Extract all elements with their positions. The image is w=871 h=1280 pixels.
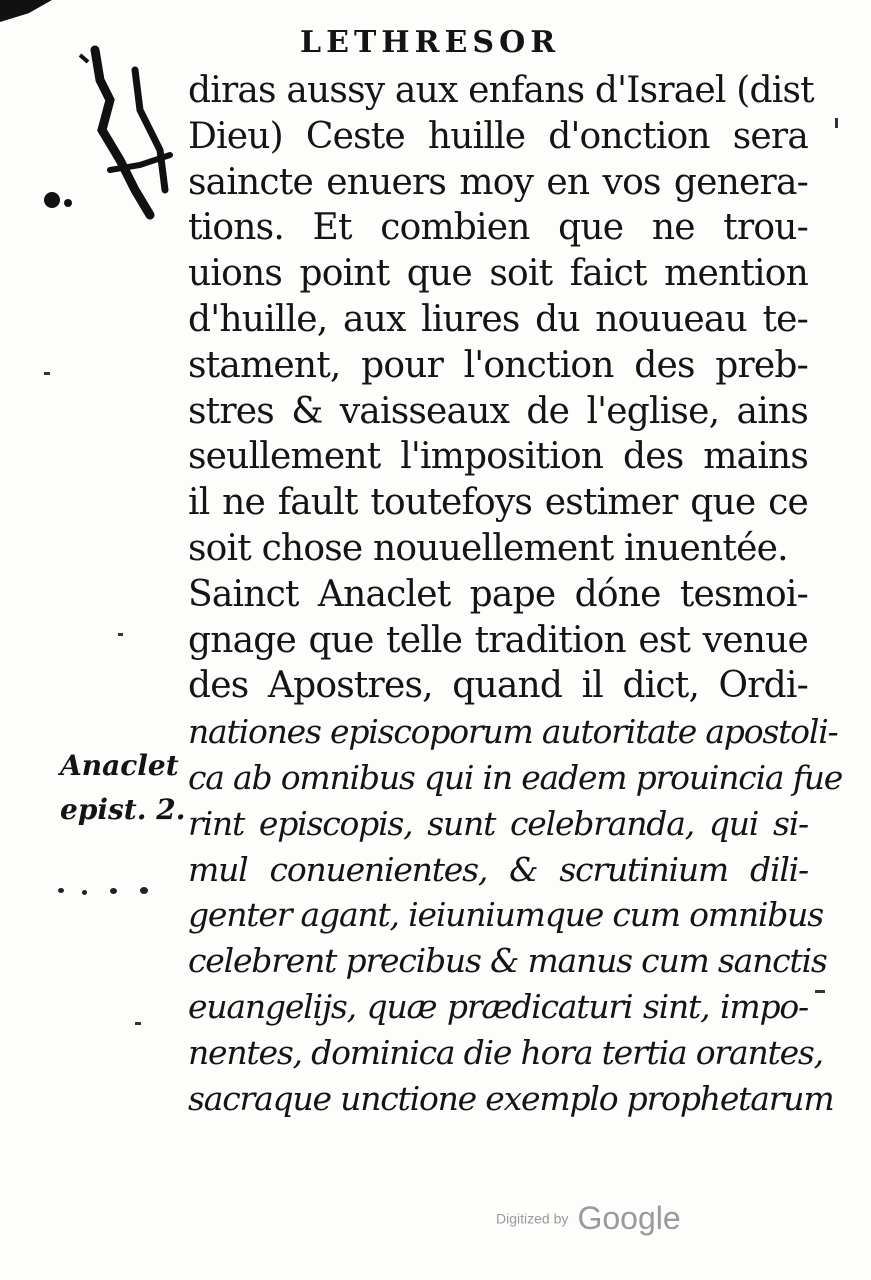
text-line: gnage que telle tradition est venue bbox=[188, 619, 808, 661]
corner-ink-blot bbox=[0, 0, 52, 22]
text-line: rint episcopis, sunt celebranda, qui si- bbox=[188, 803, 808, 843]
text-line: saincte enuers moy en vos genera- bbox=[188, 161, 808, 203]
watermark-google-text: Google bbox=[577, 1200, 681, 1236]
text-line: stament, pour l'onction des preb- bbox=[188, 344, 808, 386]
ink-speck bbox=[135, 1022, 141, 1025]
text-line: seullement l'imposition des mains bbox=[188, 436, 808, 478]
body-text bbox=[188, 68, 843, 1121]
ink-speck bbox=[118, 633, 123, 636]
marginal-note-line: epist. 2. bbox=[60, 793, 186, 826]
text-line: sacraque unctione exemplo prophetarum bbox=[188, 1078, 834, 1118]
text-line: Dieu) Ceste huille d'onction sera bbox=[188, 115, 808, 157]
ink-speck bbox=[835, 118, 838, 128]
ink-speck bbox=[140, 887, 148, 894]
text-line: tions. Et combien que ne trou- bbox=[188, 207, 808, 249]
text-line: nentes, dominica die hora tertia orantes, bbox=[188, 1032, 823, 1072]
watermark-digitized-text: Digitized by bbox=[496, 1210, 569, 1227]
text-line: des Apostres, quand il dict, Ordi- bbox=[188, 665, 808, 707]
text-line: ca ab omnibus qui in eadem prouincia fue bbox=[188, 757, 843, 797]
ink-figure-icon bbox=[40, 40, 190, 240]
text-line: nationes episcoporum autoritate apostoli- bbox=[188, 712, 838, 752]
ink-speck bbox=[82, 890, 87, 895]
text-line: genter agant, ieiuniumque cum omnibus bbox=[188, 895, 823, 935]
text-line: euangelijs, quæ prædicaturi sint, impo- bbox=[188, 986, 808, 1026]
text-line: celebrent precibus & manus cum sanctis bbox=[188, 941, 827, 981]
text-line: diras aussy aux enfans d'Israel (dist bbox=[188, 70, 814, 111]
text-line: soit chose nouuellement inuentée. bbox=[188, 527, 788, 569]
text-line: d'huille, aux liures du nouueau te- bbox=[188, 298, 808, 340]
google-watermark bbox=[496, 1200, 696, 1244]
text-line: il ne fault toutefoys estimer que ce bbox=[188, 482, 808, 524]
text-line: uions point que soit faict mention bbox=[188, 253, 808, 295]
text-line: stres & vaisseaux de l'eglise, ains bbox=[188, 390, 808, 432]
running-head: LETHRESOR bbox=[300, 25, 561, 60]
text-line: mul conuenientes, & scrutinium dili- bbox=[188, 849, 808, 889]
marginal-note-line: Anaclet bbox=[60, 749, 179, 782]
text-line: Sainct Anaclet pape dóne tesmoi- bbox=[188, 573, 808, 615]
ink-speck bbox=[44, 372, 50, 375]
ink-speck bbox=[58, 888, 64, 893]
ink-speck bbox=[110, 888, 117, 894]
ink-speck bbox=[815, 990, 825, 993]
marginal-note bbox=[60, 744, 185, 832]
